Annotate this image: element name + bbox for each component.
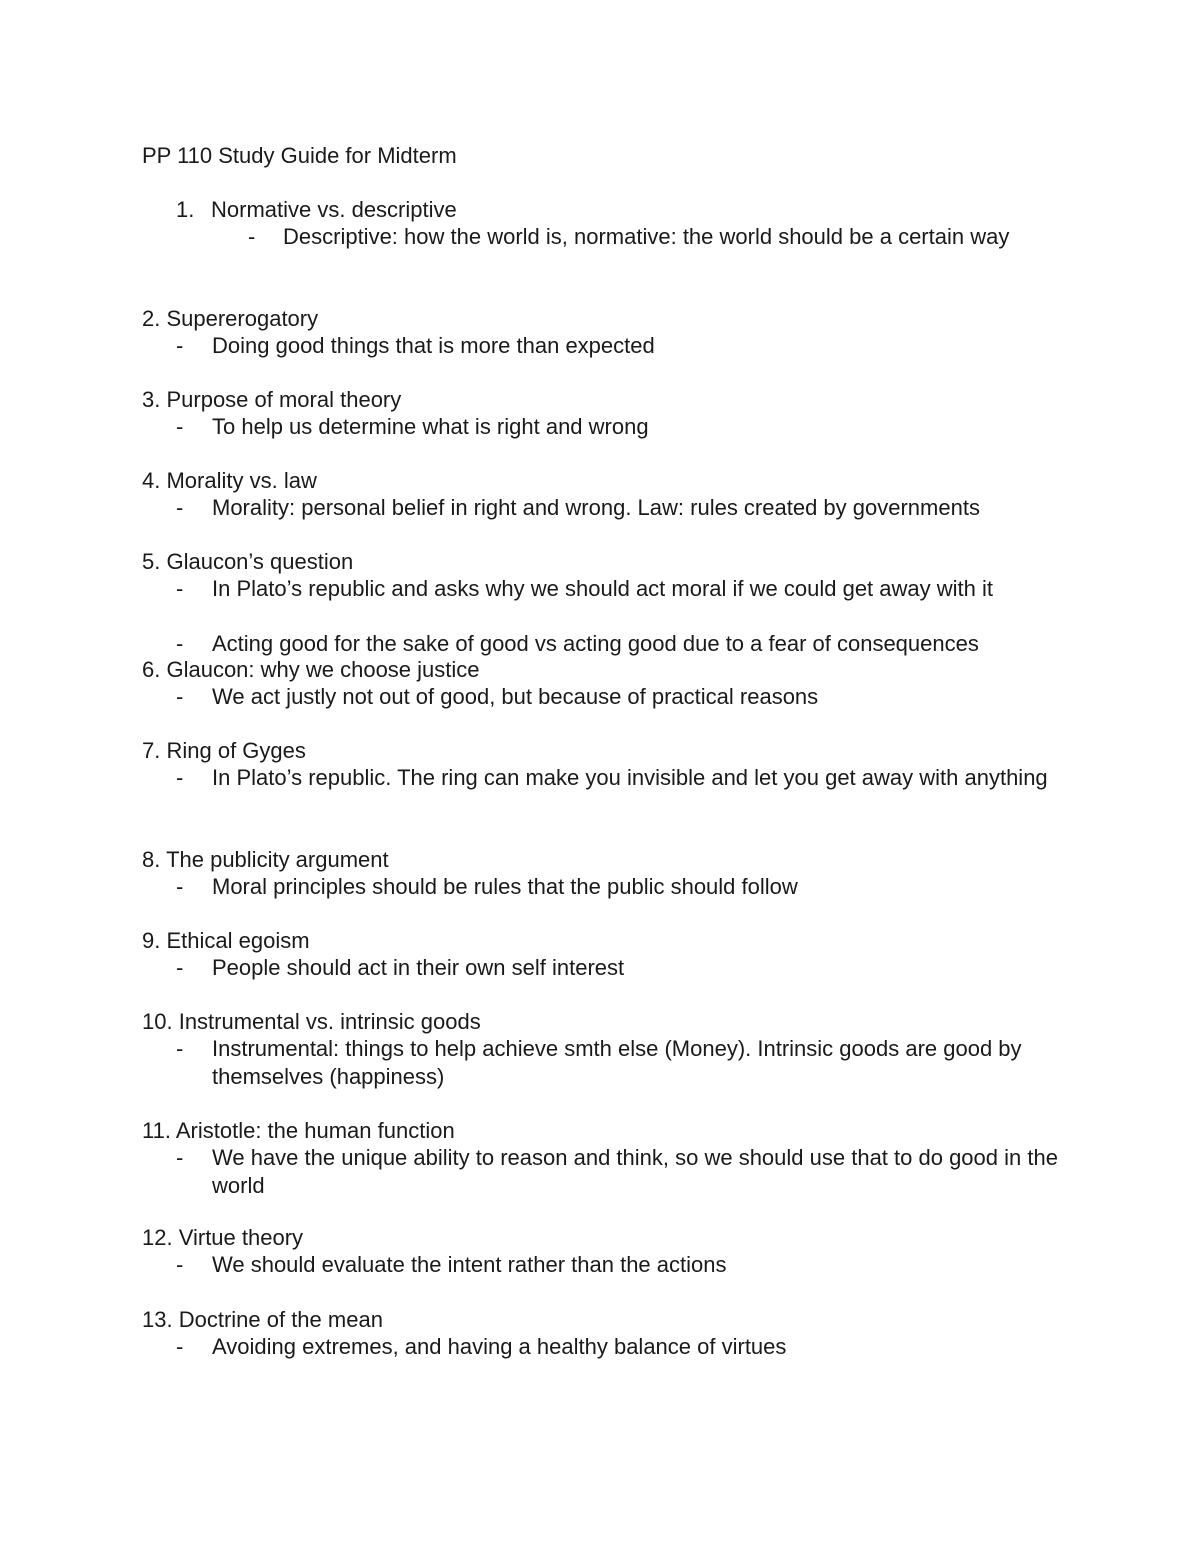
bullet-text: Doing good things that is more than expected: [212, 333, 655, 358]
item-heading: [142, 1306, 383, 1333]
item-heading: [142, 737, 306, 764]
bullet-dash: -: [176, 1145, 184, 1170]
item-heading: [142, 1224, 303, 1251]
item-number: 7.: [142, 738, 167, 763]
item-heading-text: Ethical egoism: [166, 928, 310, 953]
bullet-text: Descriptive: how the world is, normative: the world should be a certain way: [283, 224, 1010, 249]
item-heading: [142, 386, 401, 413]
bullet-dash: -: [176, 495, 184, 520]
item-number: 3.: [142, 387, 167, 412]
item-heading-text: Purpose of moral theory: [166, 387, 402, 412]
bullet-text: We have the unique ability to reason and think, so we should use that to do good in the world: [212, 1145, 1058, 1198]
item-number: 4.: [142, 468, 167, 493]
bullet-dash: -: [176, 333, 184, 358]
item-heading-text: Aristotle: the human function: [175, 1118, 455, 1143]
bullet-point: [176, 1144, 1060, 1199]
item-number: 9.: [142, 928, 167, 953]
bullet-text: Instrumental: things to help achieve smth else (Money). Intrinsic goods are good by themselves (happiness): [212, 1036, 1022, 1089]
bullet-dash: -: [176, 576, 184, 601]
item-number: 2.: [142, 306, 167, 331]
bullet-text: People should act in their own self interest: [212, 955, 625, 980]
item-heading-text: Normative vs. descriptive: [211, 197, 457, 222]
item-heading: [142, 846, 389, 873]
item-heading: [142, 1008, 481, 1035]
bullet-text: Avoiding extremes, and having a healthy balance of virtues: [212, 1334, 787, 1359]
bullet-text: We act justly not out of good, but because of practical reasons: [212, 684, 819, 709]
item-heading-text: Glaucon’s question: [166, 549, 354, 574]
item-number: 8.: [142, 847, 167, 872]
bullet-dash: -: [176, 1334, 184, 1359]
document-title: PP 110 Study Guide for Midterm: [142, 143, 457, 168]
bullet-point: [176, 1035, 1060, 1090]
item-number: 5.: [142, 549, 167, 574]
bullet-point: [176, 630, 1060, 658]
item-number: 11.: [142, 1118, 176, 1143]
bullet-dash: -: [176, 955, 184, 980]
item-heading: [142, 305, 318, 332]
item-heading-text: The publicity argument: [166, 847, 389, 872]
bullet-text: In Plato’s republic and asks why we should act moral if we could get away with it: [212, 576, 993, 601]
item-heading-text: Supererogatory: [166, 306, 319, 331]
bullet-dash: -: [176, 1252, 184, 1277]
item-heading: [142, 548, 353, 575]
item-heading: [142, 927, 310, 954]
bullet-dash: -: [176, 414, 184, 439]
bullet-point: [176, 683, 1060, 711]
bullet-text: In Plato’s republic. The ring can make you invisible and let you get away with anything: [212, 765, 1048, 790]
bullet-point: [176, 494, 1060, 522]
bullet-point: [176, 954, 1060, 982]
item-heading: [142, 656, 480, 683]
bullet-dash: -: [176, 874, 184, 899]
bullet-dash: -: [176, 631, 184, 656]
item-heading-text: Ring of Gyges: [166, 738, 306, 763]
item-heading-text: Virtue theory: [178, 1225, 304, 1250]
bullet-text: Morality: personal belief in right and wrong. Law: rules created by governments: [212, 495, 980, 520]
bullet-dash: -: [176, 765, 184, 790]
bullet-point: [176, 873, 1060, 901]
item-number: 10.: [142, 1009, 179, 1034]
item-number: 1.: [176, 197, 195, 222]
bullet-point: [176, 575, 1060, 603]
bullet-point: [176, 764, 1060, 792]
item-heading: [176, 196, 457, 223]
bullet-text: We should evaluate the intent rather than the actions: [212, 1252, 727, 1277]
item-number: 12.: [142, 1225, 179, 1250]
bullet-point: [176, 1251, 1060, 1279]
bullet-text: Acting good for the sake of good vs acting good due to a fear of consequences: [212, 631, 979, 656]
item-heading-text: Glaucon: why we choose justice: [166, 657, 480, 682]
item-heading-text: Morality vs. law: [166, 468, 317, 493]
item-heading-text: Instrumental vs. intrinsic goods: [178, 1009, 481, 1034]
bullet-dash: -: [176, 1036, 184, 1061]
item-heading: [142, 467, 317, 494]
bullet-point: [176, 413, 1060, 441]
bullet-point: [248, 223, 1060, 251]
bullet-point: [176, 1333, 1060, 1361]
bullet-text: To help us determine what is right and wrong: [212, 414, 649, 439]
item-heading: [142, 1117, 455, 1144]
item-number: 6.: [142, 657, 167, 682]
bullet-dash: -: [248, 224, 256, 249]
item-number: 13.: [142, 1307, 179, 1332]
item-heading-text: Doctrine of the mean: [178, 1307, 383, 1332]
bullet-dash: -: [176, 684, 184, 709]
bullet-text: Moral principles should be rules that the public should follow: [212, 874, 798, 899]
bullet-point: [176, 332, 1060, 360]
